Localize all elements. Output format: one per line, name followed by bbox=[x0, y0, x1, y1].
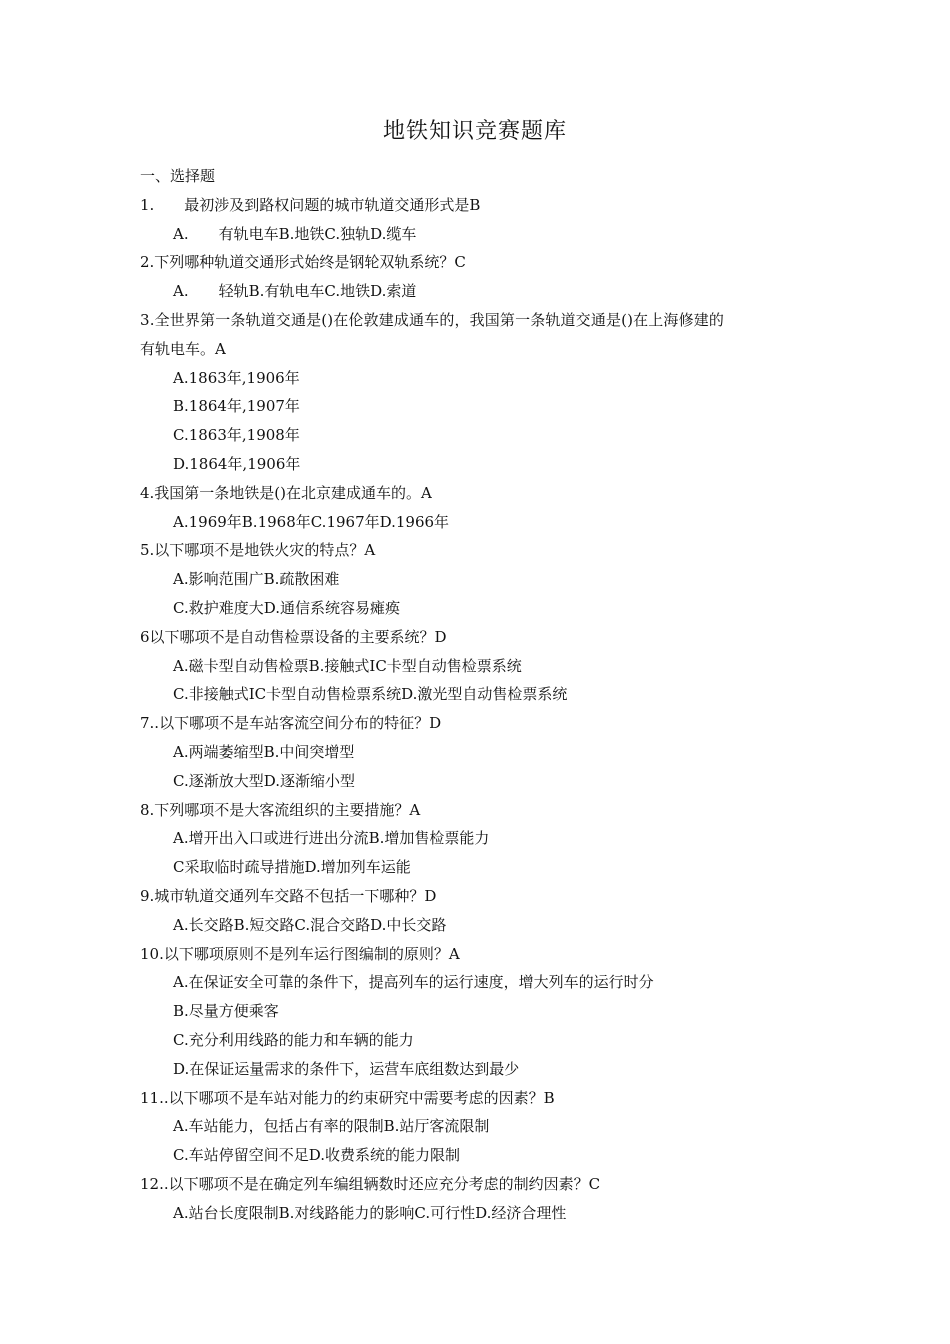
question-5-options-cd: C.救护难度大D.通信系统容易瘫痪 bbox=[173, 598, 400, 617]
question-12: 12..以下哪项不是在确定列车编组辆数时还应充分考虑的制约因素？C bbox=[140, 1174, 601, 1193]
question-6-options-cd: C.非接触式IC卡型自动售检票系统D.激光型自动售检票系统 bbox=[173, 685, 568, 704]
question-2-options: A. 轻轨B.有轨电车C.地铁D.索道 bbox=[173, 282, 417, 301]
question-11-options-cd: C.车站停留空间不足D.收费系统的能力限制 bbox=[173, 1146, 460, 1165]
question-3-option-c: C.1863年,1908年 bbox=[173, 426, 300, 445]
question-7: 7..以下哪项不是车站客流空间分布的特征？D bbox=[140, 714, 442, 733]
question-4-options: A.1969年B.1968年C.1967年D.1966年 bbox=[173, 512, 450, 531]
question-11-options-ab: A.车站能力，包括占有率的限制B.站厅客流限制 bbox=[173, 1117, 490, 1136]
question-1-options: A. 有轨电车B.地铁C.独轨D.缆车 bbox=[173, 224, 417, 243]
question-8-options-cd: C采取临时疏导措施D.增加列车运能 bbox=[173, 858, 411, 877]
question-9-options: A.长交路B.短交路C.混合交路D.中长交路 bbox=[173, 915, 447, 934]
question-8-options-ab: A.增开出入口或进行进出分流B.增加售检票能力 bbox=[173, 829, 490, 848]
question-5: 5.以下哪项不是地铁火灾的特点？A bbox=[140, 541, 376, 560]
question-12-options: A.站台长度限制B.对线路能力的影响C.可行性D.经济合理性 bbox=[173, 1203, 567, 1222]
question-6: 6以下哪项不是自动售检票设备的主要系统？D bbox=[140, 627, 447, 646]
question-4: 4.我国第一条地铁是()在北京建成通车的。A bbox=[140, 483, 432, 502]
question-8: 8.下列哪项不是大客流组织的主要措施？A bbox=[140, 800, 421, 819]
section-heading: 一、选择题 bbox=[140, 167, 216, 185]
question-9: 9.城市轨道交通列车交路不包括一下哪种？D bbox=[140, 886, 437, 905]
question-11: 11..以下哪项不是车站对能力的约束研究中需要考虑的因素？B bbox=[140, 1088, 555, 1107]
question-1: 1. 最初涉及到路权问题的城市轨道交通形式是B bbox=[140, 195, 481, 214]
question-6-options-ab: A.磁卡型自动售检票B.接触式IC卡型自动售检票系统 bbox=[173, 656, 522, 675]
question-3-option-d: D.1864年,1906年 bbox=[173, 454, 301, 473]
question-3: 3.全世界第一条轨道交通是()在伦敦建成通车的，我国第一条轨道交通是()在上海修建的 bbox=[140, 310, 725, 329]
question-5-options-ab: A.影响范围广B.疏散困难 bbox=[173, 570, 340, 589]
question-3-option-a: A.1863年,1906年 bbox=[173, 368, 300, 387]
question-7-options-cd: C.逐渐放大型D.逐渐缩小型 bbox=[173, 771, 355, 790]
question-7-options-ab: A.两端萎缩型B.中间突增型 bbox=[173, 742, 355, 761]
document-title: 地铁知识竞赛题库 bbox=[382, 119, 567, 144]
question-10-option-a: A.在保证安全可靠的条件下，提高列车的运行速度，增大列车的运行时分 bbox=[173, 973, 654, 992]
question-list bbox=[140, 162, 840, 1227]
question-10-option-c: C.充分利用线路的能力和车辆的能力 bbox=[173, 1030, 414, 1049]
question-3-continued: 有轨电车。A bbox=[140, 339, 226, 358]
question-10-option-d: D.在保证运量需求的条件下，运营车底组数达到最少 bbox=[173, 1059, 520, 1078]
question-10: 10.以下哪项原则不是列车运行图编制的原则？A bbox=[140, 944, 460, 963]
question-2: 2.下列哪种轨道交通形式始终是钢轮双轨系统？C bbox=[140, 253, 466, 272]
question-3-option-b: B.1864年,1907年 bbox=[173, 397, 300, 416]
question-10-option-b: B.尽量方便乘客 bbox=[173, 1002, 279, 1021]
